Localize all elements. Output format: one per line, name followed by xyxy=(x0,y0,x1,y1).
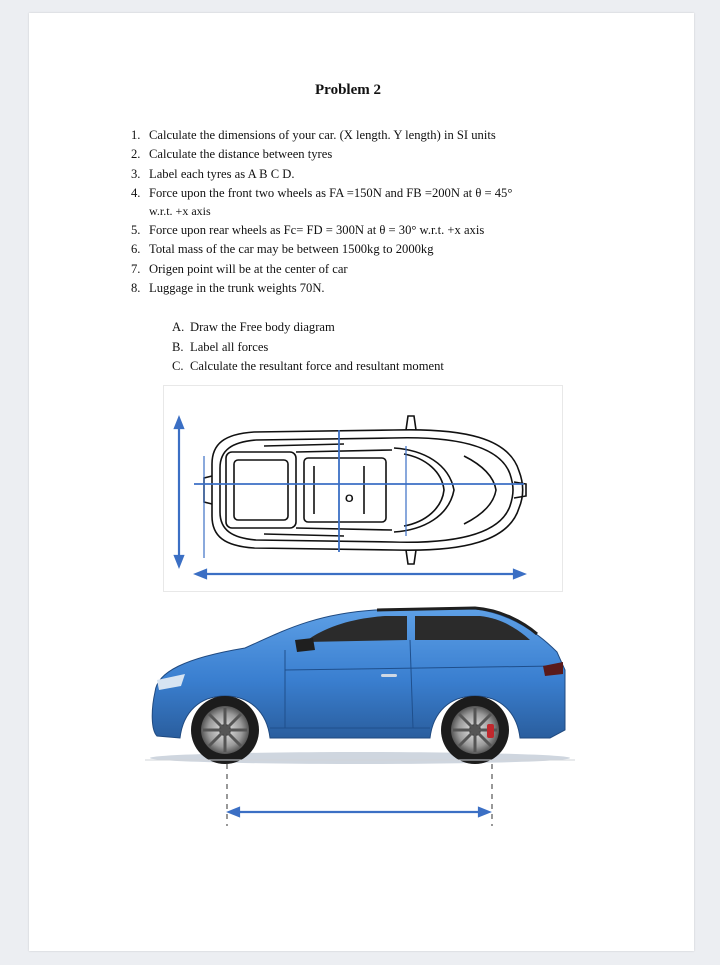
list-item: B. Label all forces xyxy=(172,339,269,354)
door-handle xyxy=(381,674,397,677)
car-side-view-figure xyxy=(145,600,575,830)
list-item: 7. Origen point will be at the center of car xyxy=(131,261,348,276)
list-item: 8. Luggage in the trunk weights 70N. xyxy=(131,281,325,296)
problem-list xyxy=(131,126,512,299)
car-top-view-drawing xyxy=(164,386,562,591)
list-item: 6. Total mass of the car may be between 1500kg to 2000kg xyxy=(131,242,434,257)
list-item: 4. Force upon the front two wheels as FA =150N and FB =200N at θ = 45° w.r.t. +x axis xyxy=(131,184,512,221)
list-item: A. Draw the Free body diagram xyxy=(172,320,335,334)
list-item-continuation: w.r.t. +x axis xyxy=(149,203,211,218)
car-side-view-drawing xyxy=(145,600,575,830)
front-wheel xyxy=(191,696,259,764)
list-item: C. Calculate the resultant force and resultant moment xyxy=(172,359,444,373)
origin-label: O xyxy=(345,493,354,505)
task-list xyxy=(172,318,444,377)
list-item: 3. Label each tyres as A B C D. xyxy=(131,166,295,181)
problem-title: Problem 2 xyxy=(315,82,381,98)
list-item: 1. Calculate the dimensions of your car. (X length. Y length) in SI units xyxy=(131,128,496,142)
list-item: 2. Calculate the distance between tyres xyxy=(131,147,333,162)
car-top-view-figure xyxy=(163,385,563,592)
rear-wheel xyxy=(441,696,509,764)
wheelbase-arrow xyxy=(229,808,489,816)
list-item: 5. Force upon rear wheels as Fc= FD = 300N at θ = 30° w.r.t. +x axis xyxy=(131,223,485,238)
side-mirror xyxy=(295,638,315,652)
